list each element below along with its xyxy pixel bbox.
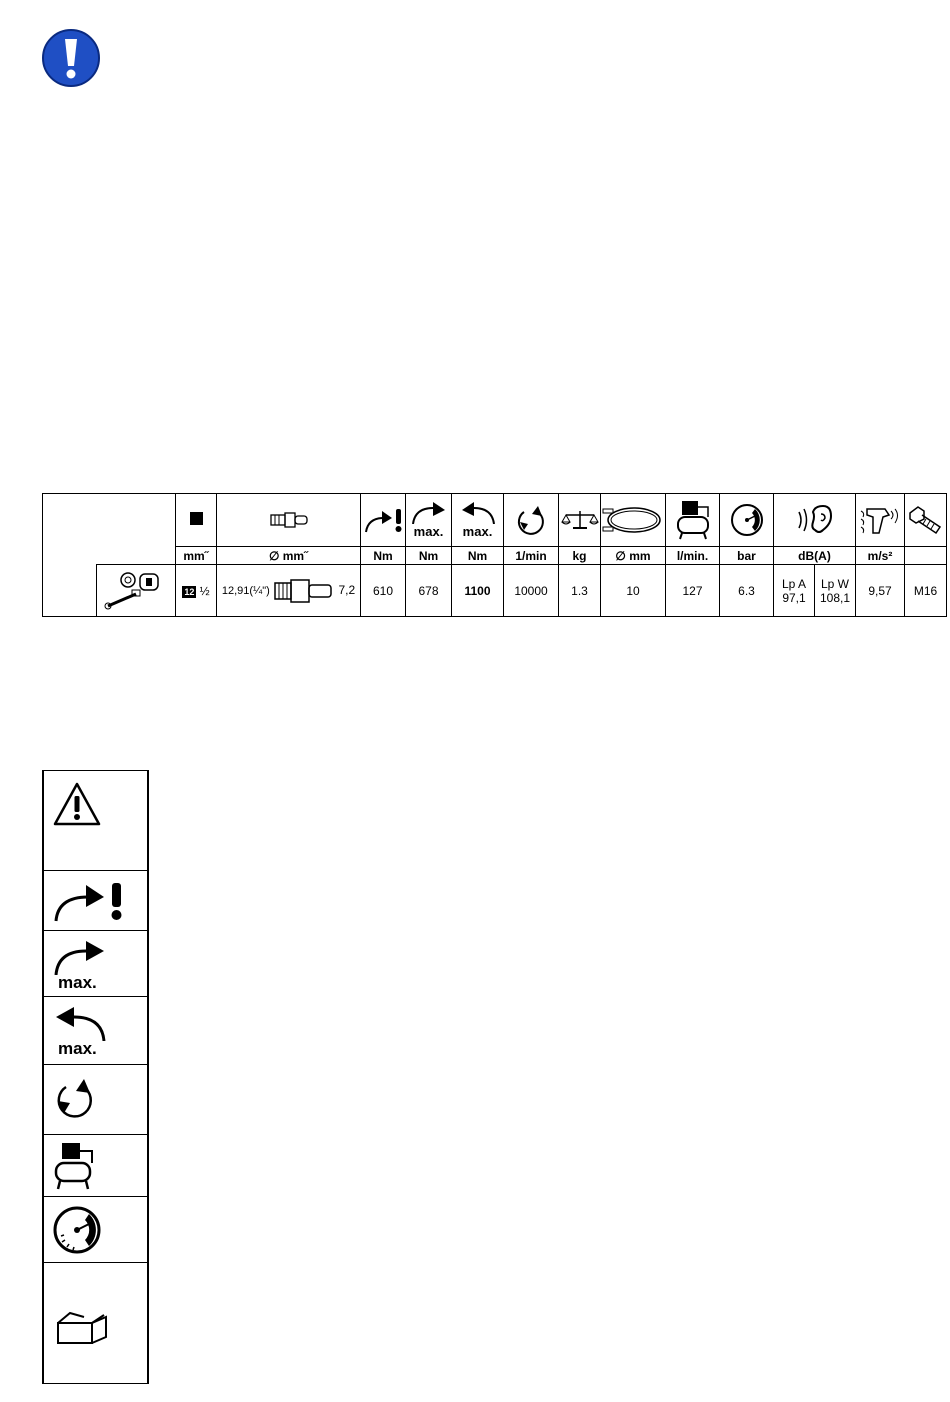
max-label: max. <box>413 523 444 539</box>
inlet-right: 7,2 <box>338 582 356 597</box>
legend-torque-max-loosen <box>44 997 147 1065</box>
vibration-header <box>856 494 905 547</box>
noise-header <box>774 494 856 547</box>
torque-rec-value: 610 <box>361 565 406 617</box>
legend-torque-max-tighten <box>44 931 147 997</box>
air-hose-icon <box>602 505 664 535</box>
speed-header <box>504 494 559 547</box>
noise-lpw-value: 108,1 <box>819 590 851 605</box>
socket-square-icon <box>190 512 203 525</box>
unit-drive: mm˝ <box>176 547 217 565</box>
weight-header <box>559 494 601 547</box>
unit-speed: 1/min <box>504 547 559 565</box>
drive-badge: 12 <box>184 586 195 597</box>
bolt-header <box>905 494 947 547</box>
bolt-value: M16 <box>905 565 947 617</box>
inlet-nipple-icon <box>273 579 335 603</box>
legend-box-contents <box>44 1263 147 1384</box>
unit-torque-rec: Nm <box>361 547 406 565</box>
torque-max-tighten-icon <box>409 502 449 524</box>
unit-weight: kg <box>559 547 601 565</box>
unit-vibration: m/s² <box>856 547 905 565</box>
torque-max-loosen-icon <box>52 1005 108 1041</box>
legend-compressor <box>44 1135 147 1197</box>
hose-header <box>601 494 666 547</box>
legend-rpm <box>44 1065 147 1135</box>
torque-rec-header <box>361 494 406 547</box>
rpm-icon <box>514 504 548 536</box>
noise-lpa-value: 97,1 <box>782 590 806 605</box>
inlet-value <box>217 565 361 617</box>
hose-value: 10 <box>601 565 666 617</box>
vibration-hand-icon <box>859 503 901 537</box>
torque-max-tighten-icon <box>52 939 108 975</box>
torque-loosen-header <box>452 494 504 547</box>
noise-lpw-cell <box>815 565 856 617</box>
product-image-cell <box>97 565 176 617</box>
noise-lpw-label: Lp W <box>820 576 849 591</box>
torque-max-header <box>406 494 452 547</box>
unit-torque-max: Nm <box>406 547 452 565</box>
torque-recommended-icon <box>362 506 404 534</box>
pressure-header <box>720 494 774 547</box>
unit-inlet: ∅ mm˝ <box>217 547 361 565</box>
unit-bolt <box>905 547 947 565</box>
symbol-legend <box>42 770 149 1384</box>
exclamation-circle-icon <box>41 28 101 88</box>
pressure-gauge-icon <box>730 503 764 537</box>
noise-lpa-label: Lp A <box>781 576 807 591</box>
max-label: max. <box>58 973 97 992</box>
rpm-icon <box>52 1077 96 1121</box>
weight-scale-icon <box>561 509 599 531</box>
unit-noise: dB(A) <box>774 547 856 565</box>
weight-value: 1.3 <box>559 565 601 617</box>
torque-recommended-icon <box>52 879 128 923</box>
drive-value <box>176 565 217 617</box>
open-box-icon <box>52 1311 112 1345</box>
torque-max-loosen-icon <box>458 502 498 524</box>
inlet-header <box>217 494 361 547</box>
max-label: max. <box>58 1039 97 1058</box>
drive-size: ½ <box>199 583 210 598</box>
max-label: max. <box>462 523 493 539</box>
torque-loosen-value: 1100 <box>452 565 504 617</box>
noise-lpa-cell <box>774 565 815 617</box>
impact-wrench-accessories-icon <box>102 570 170 612</box>
speed-value: 10000 <box>504 565 559 617</box>
spec-table <box>42 493 947 617</box>
vibration-value: 9,57 <box>856 565 905 617</box>
legend-torque-recommended <box>44 871 147 931</box>
air-inlet-connector-icon <box>269 511 309 529</box>
legend-pressure <box>44 1197 147 1263</box>
unit-air: l/min. <box>666 547 720 565</box>
unit-torque-loosen: Nm <box>452 547 504 565</box>
torque-max-value: 678 <box>406 565 452 617</box>
drive-header <box>176 494 217 547</box>
compressor-icon <box>52 1141 96 1191</box>
blank-header-cell <box>43 494 176 565</box>
compressor-icon <box>672 499 714 541</box>
bolt-icon <box>908 505 944 535</box>
ear-noise-icon <box>795 504 835 536</box>
legend-warning <box>44 771 147 871</box>
unit-hose: ∅ mm <box>601 547 666 565</box>
air-header <box>666 494 720 547</box>
air-value: 127 <box>666 565 720 617</box>
blank-value-cell <box>43 565 97 617</box>
warning-triangle-icon <box>52 781 102 827</box>
pressure-value: 6.3 <box>720 565 774 617</box>
unit-pressure: bar <box>720 547 774 565</box>
pressure-gauge-icon <box>52 1205 102 1255</box>
inlet-left: 12,91(¼") <box>221 584 270 597</box>
